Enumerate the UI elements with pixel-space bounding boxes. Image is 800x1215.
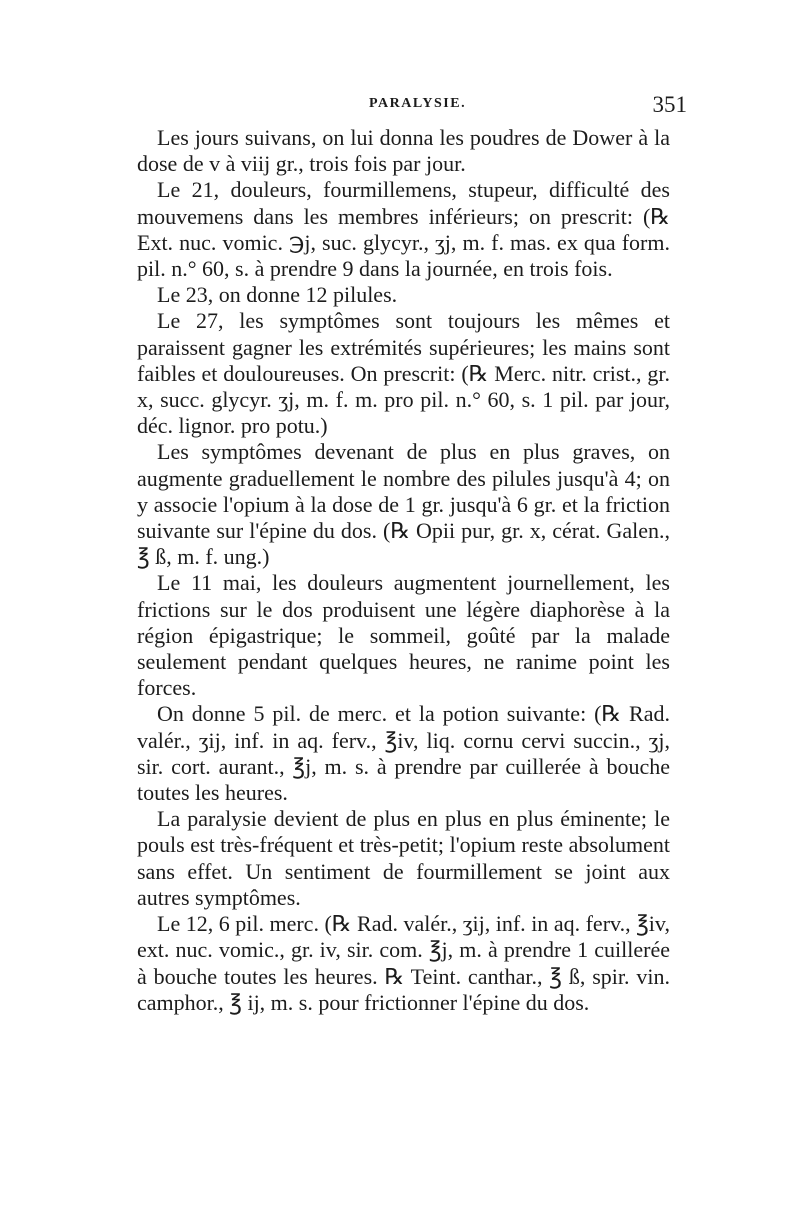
paragraph: Les symptômes devenant de plus en plus graves, on augmente graduellement le nombre des pilules jusqu'à 4; on y associe l'opium à la dose de 1 gr. jusqu'à 6 gr. et la friction suivante sur l'épine du dos. (℞ Opii pur, gr. x, cérat. Galen., ℥ ß, m. f. ung.) xyxy=(137,439,670,570)
paragraph: La paralysie devient de plus en plus en plus éminente; le pouls est très-fréquent et très-petit; l'opium reste absolument sans effet. Un sentiment de fourmillement se joint aux autres symptômes. xyxy=(137,806,670,910)
page-number: 351 xyxy=(652,92,687,117)
running-head xyxy=(137,92,687,122)
paragraph: Les jours suivans, on lui donna les poudres de Dower à la dose de v à viij gr., trois fois par jour. xyxy=(137,125,670,177)
body-text xyxy=(137,125,670,1016)
paragraph: Le 23, on donne 12 pilules. xyxy=(157,282,398,308)
paragraph: Le 12, 6 pil. merc. (℞ Rad. valér., ʒij, inf. in aq. ferv., ℥iv, ext. nuc. vomic., gr. iv, sir. com. ℥j, m. à prendre 1 cuillerée à bouche toutes les heures. ℞ Teint. canthar., ℥ ß, spir. vin. camphor., ℥ ij, m. s. pour frictionner l'épine du dos. xyxy=(137,911,670,1015)
paragraph: Le 11 mai, les douleurs augmentent journellement, les frictions sur le dos produisent une légère diaphorèse à la région épigastrique; le sommeil, goûté par la malade seulement pendant quelques heures, ne ranime point les forces. xyxy=(137,570,670,701)
paragraph: Le 21, douleurs, fourmillemens, stupeur, difficulté des mouvemens dans les membres inférieurs; on prescrit: (℞ Ext. nuc. vomic. ℈j, suc. glycyr., ʒj, m. f. mas. ex qua form. pil. n.° 60, s. à prendre 9 dans la journée, en trois fois. xyxy=(137,177,670,282)
paragraph: On donne 5 pil. de merc. et la potion suivante: (℞ Rad. valér., ʒij, inf. in aq. ferv., ℥iv, liq. cornu cervi succin., ʒj, sir. cort. aurant., ℥j, m. s. à prendre par cuillerée à bouche toutes les heures. xyxy=(137,701,670,806)
running-title: PARALYSIE. xyxy=(369,96,467,111)
paragraph: Le 27, les symptômes sont toujours les mêmes et paraissent gagner les extrémités supérieures; les mains sont faibles et douloureuses. On prescrit: (℞ Merc. nitr. crist., gr. x, succ. glycyr. ʒj, m. f. m. pro pil. n.° 60, s. 1 pil. par jour, déc. lignor. pro potu.) xyxy=(137,308,670,439)
